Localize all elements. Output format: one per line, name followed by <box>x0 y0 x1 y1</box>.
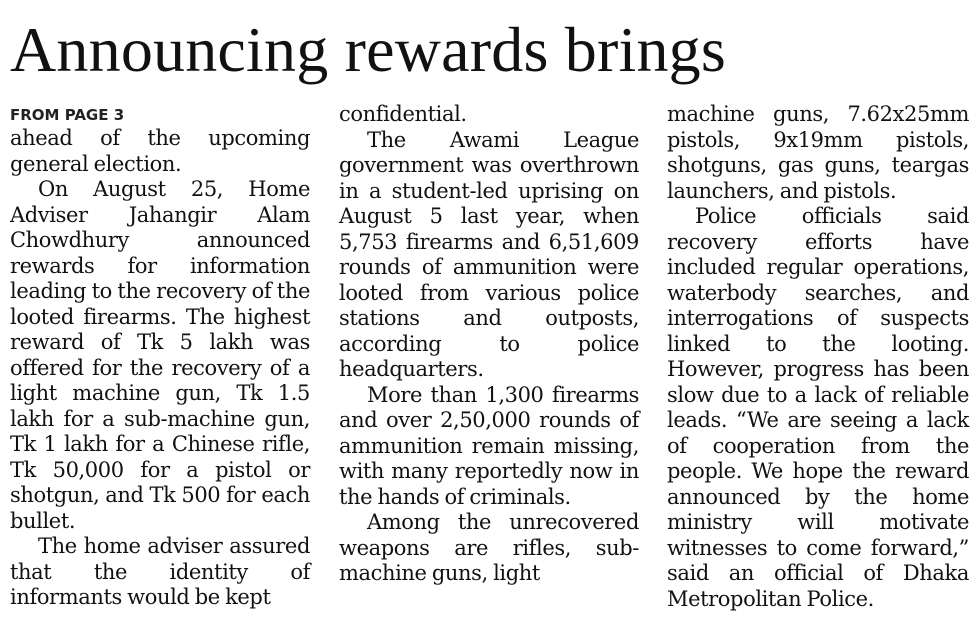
paragraph: Police officials said recovery efforts have included regular operations, waterbody searches, and interrogations of suspects linked to the looting. However, progress has been slow due to a lack of reliable leads. “We are seeing a lack of cooperation from the people. We hope the reward announced by the home ministry will motivate witnesses to come forward,” said an official of Dhaka Metropolitan Police. <box>667 204 969 611</box>
paragraph: machine guns, 7.62x25mm pistols, 9x19mm pistols, shotguns, gas guns, teargas launchers, and pistols. <box>667 102 969 203</box>
paragraph: The Awami League government was overthrown in a student-led uprising on August 5 last year, when 5,753 firearms and 6,51,609 rounds of ammunition were looted from various police stations and outposts, according to police headquarters. <box>339 127 639 381</box>
article-column-2 <box>339 102 639 587</box>
article-column-1 <box>10 102 310 611</box>
paragraph: confidential. <box>339 102 467 126</box>
article-column-3 <box>667 102 969 612</box>
paragraph: On August 25, Home Adviser Jahangir Alam Chowdhury announced rewards for information leading to the recovery of the looted firearms. The highest reward of Tk 5 lakh was offered for the recovery of a light machine gun, Tk 1.5 lakh for a sub-machine gun, Tk 1 lakh for a Chinese rifle, Tk 50,000 for a pistol or shotgun, and Tk 500 for each bullet. <box>10 177 310 533</box>
jump-label: FROM PAGE 3 <box>10 106 125 124</box>
paragraph: More than 1,300 firearms and over 2,50,000 rounds of ammunition remain missing, with many reportedly now in the hands of criminals. <box>339 382 639 509</box>
paragraph: Among the unrecovered weapons are rifles, sub-machine guns, light <box>339 510 639 585</box>
paragraph: ahead of the upcoming general election. <box>10 126 310 176</box>
paragraph: The home adviser assured that the identity of informants would be kept <box>10 534 310 609</box>
headline: Announcing rewards brings <box>10 14 726 85</box>
